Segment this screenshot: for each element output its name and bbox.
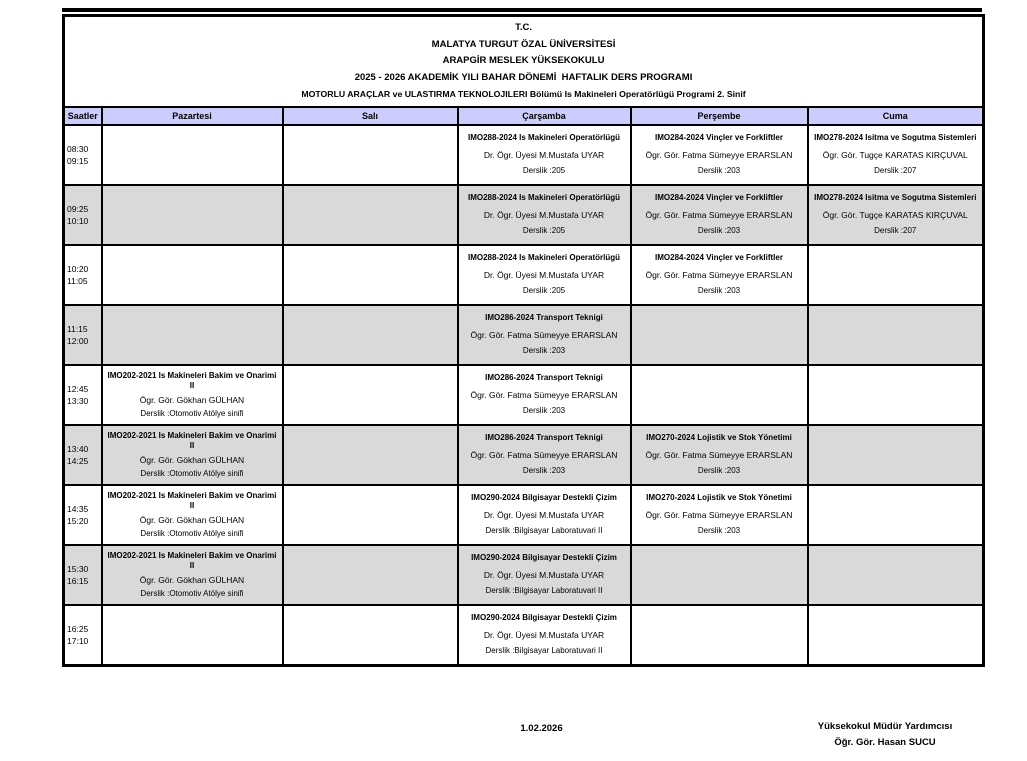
course-room: Derslik :Bilgisayar Laboratuvari II [485,586,603,595]
course-title: IMO288-2024 Is Makineleri Operatörlügü [467,133,621,142]
schedule-cell [102,125,283,185]
course-entry [459,186,630,244]
time-start: 08:30 [67,143,89,154]
signature-name: Öğr. Gör. Hasan SUCU [834,736,936,748]
time-slot [64,125,102,185]
schedule-cell [102,245,283,305]
schedule-cell [102,545,283,605]
course-room: Derslik :203 [522,406,566,415]
course-entry [809,186,983,244]
schedule-cell [283,605,458,666]
table-row [64,185,984,245]
course-room: Derslik :Otomotiv Atölye sinifi [140,528,244,538]
course-entry [459,426,630,484]
school-name: ARAPGİR MESLEK YÜKSEKOKULU [442,55,605,66]
schedule-cell [631,545,808,605]
schedule-cell [283,485,458,545]
time-start: 09:25 [67,203,89,214]
schedule-cell [808,605,984,666]
table-row [64,365,984,425]
table-row [64,245,984,305]
course-entry [459,306,630,364]
schedule-cell [458,185,631,245]
term-title: 2025 - 2026 AKADEMİK YILI BAHAR DÖNEMİ HAFTALIK DERS PROGRAMI [354,71,693,83]
course-entry [632,126,807,184]
time-slot [64,485,102,545]
course-instructor: Dr. Ögr. Üyesi M.Mustafa UYAR [483,509,605,520]
course-instructor: Ögr. Gör. Fatma Sümeyye ERARSLAN [470,389,618,400]
schedule-cell [631,305,808,365]
course-instructor: Dr. Ögr. Üyesi M.Mustafa UYAR [483,269,605,280]
schedule-cell [808,365,984,425]
schedule-cell [631,185,808,245]
course-room: Derslik :Otomotiv Atölye sinifi [140,468,244,478]
time-slot [64,425,102,485]
schedule-cell [283,185,458,245]
column-header: Saatler [64,107,102,125]
course-instructor: Ögr. Gör. Fatma Sümeyye ERARSLAN [470,449,618,460]
schedule-cell [808,425,984,485]
course-title: IMO278-2024 Isitma ve Sogutma Sistemleri [814,193,977,202]
schedule-cell [631,485,808,545]
course-instructor: Dr. Ögr. Üyesi M.Mustafa UYAR [483,569,605,580]
schedule-cell [283,305,458,365]
column-header: Cuma [808,107,984,125]
course-title: IMO284-2024 Vinçler ve Forkliftler [655,133,783,142]
table-row [64,605,984,666]
schedule-cell [631,365,808,425]
column-header: Pazartesi [102,107,283,125]
schedule-cell [808,245,984,305]
course-entry [809,126,983,184]
schedule-page [62,8,982,761]
schedule-cell [102,305,283,365]
time-end: 11:05 [67,275,88,286]
time-end: 14:25 [67,455,89,466]
column-header: Salı [283,107,458,125]
course-room: Derslik :Bilgisayar Laboratuvari II [485,526,603,535]
course-title: IMO202-2021 Is Makineleri Bakim ve Onarimi II [107,550,277,570]
schedule-cell [102,365,283,425]
schedule-cell [283,365,458,425]
schedule-cell [458,545,631,605]
republic-label: T.C. [515,22,532,33]
table-row [64,125,984,185]
course-title: IMO290-2024 Bilgisayar Destekli Çizim [471,553,617,562]
course-room: Derslik :203 [522,466,566,475]
title-row [64,16,984,107]
schedule-cell [283,425,458,485]
time-end: 13:30 [67,395,89,406]
time-start: 16:25 [67,623,89,634]
course-entry [103,366,282,424]
course-room: Derslik :207 [874,166,917,175]
course-instructor: Dr. Ögr. Üyesi M.Mustafa UYAR [483,209,605,220]
course-entry [459,546,630,604]
course-title: IMO202-2021 Is Makineleri Bakim ve Onarimi II [107,490,277,510]
course-title: IMO290-2024 Bilgisayar Destekli Çizim [471,493,617,502]
time-slot [64,245,102,305]
course-room: Derslik :Otomotiv Atölye sinifi [140,408,244,418]
signature-block [800,719,970,751]
schedule-cell [631,425,808,485]
schedule-cell [458,425,631,485]
schedule-cell [808,305,984,365]
course-title: IMO284-2024 Vinçler ve Forkliftler [655,193,783,202]
course-instructor: Ögr. Gör. Fatma Sümeyye ERARSLAN [645,209,793,220]
course-room: Derslik :205 [522,226,566,235]
schedule-cell [458,125,631,185]
time-start: 11:15 [67,323,88,334]
schedule-cell [283,125,458,185]
time-slot [64,365,102,425]
time-slot [64,545,102,605]
schedule-cell [808,485,984,545]
course-room: Derslik :Bilgisayar Laboratuvari II [485,646,603,655]
course-title: IMO286-2024 Transport Teknigi [485,433,603,442]
schedule-cell [808,545,984,605]
schedule-cell [458,365,631,425]
course-room: Derslik :Otomotiv Atölye sinifi [140,588,244,598]
university-name: MALATYA TURGUT ÖZAL ÜNİVERSİTESİ [431,38,616,50]
time-start: 12:45 [67,383,89,394]
schedule-cell [102,185,283,245]
time-end: 16:15 [67,575,89,586]
course-title: IMO286-2024 Transport Teknigi [485,313,603,322]
course-instructor: Ögr. Gör. Gökhan GÜLHAN [139,394,245,405]
table-row [64,305,984,365]
course-room: Derslik :203 [697,526,741,535]
time-start: 15:30 [67,563,89,574]
course-title: IMO288-2024 Is Makineleri Operatörlügü [467,253,621,262]
course-title: IMO202-2021 Is Makineleri Bakim ve Onarimi II [107,370,277,390]
schedule-cell [458,245,631,305]
program-title: MOTORLU ARAÇLAR ve ULASTIRMA TEKNOLOJILERI Bölümü Is Makineleri Operatörlügü Programi 2. Sinif [301,89,746,99]
course-entry [459,486,630,544]
time-start: 14:35 [67,503,89,514]
table-row [64,485,984,545]
schedule-cell [102,425,283,485]
course-entry [459,126,630,184]
schedule-cell [283,545,458,605]
course-entry [459,366,630,424]
course-instructor: Ögr. Gör. Gökhan GÜLHAN [139,574,245,585]
course-instructor: Ögr. Gör. Tugçe KARATAS KIRÇUVAL [822,209,968,220]
document-date: 1.02.2026 [520,722,563,734]
course-instructor: Ögr. Gör. Gökhan GÜLHAN [139,514,245,525]
time-end: 12:00 [67,335,89,346]
course-instructor: Dr. Ögr. Üyesi M.Mustafa UYAR [483,629,605,640]
course-entry [632,246,807,304]
signature-title: Yüksekokul Müdür Yardımcısı [817,720,953,732]
title-block [64,16,984,107]
course-title: IMO288-2024 Is Makineleri Operatörlügü [467,193,621,202]
schedule-cell [458,305,631,365]
schedule-cell [458,485,631,545]
time-end: 10:10 [67,215,89,226]
column-header: Perşembe [631,107,808,125]
schedule-cell [283,245,458,305]
top-rule [62,8,982,12]
course-room: Derslik :205 [522,166,566,175]
schedule-cell [631,125,808,185]
course-instructor: Ögr. Gör. Tugçe KARATAS KIRÇUVAL [822,149,968,160]
schedule-cell [631,605,808,666]
table-row [64,545,984,605]
column-header: Çarşamba [458,107,631,125]
schedule-cell [102,605,283,666]
course-title: IMO270-2024 Lojistik ve Stok Yönetimi [646,493,792,502]
time-end: 15:20 [67,515,89,526]
schedule-cell [458,605,631,666]
course-entry [632,426,807,484]
course-entry [632,186,807,244]
time-end: 17:10 [67,635,89,646]
time-end: 09:15 [67,155,89,166]
course-instructor: Ögr. Gör. Fatma Sümeyye ERARSLAN [645,149,793,160]
course-instructor: Dr. Ögr. Üyesi M.Mustafa UYAR [483,149,605,160]
course-room: Derslik :203 [697,226,741,235]
schedule-cell [808,125,984,185]
time-slot [64,185,102,245]
footer [62,719,982,761]
course-entry [632,486,807,544]
course-room: Derslik :205 [522,286,566,295]
course-title: IMO286-2024 Transport Teknigi [485,373,603,382]
day-header-row [64,107,984,125]
time-start: 10:20 [67,263,89,274]
course-room: Derslik :203 [697,166,741,175]
course-instructor: Ögr. Gör. Gökhan GÜLHAN [139,454,245,465]
course-room: Derslik :203 [697,466,741,475]
course-entry [103,426,282,484]
course-title: IMO284-2024 Vinçler ve Forkliftler [655,253,783,262]
schedule-cell [102,485,283,545]
course-title: IMO278-2024 Isitma ve Sogutma Sistemleri [814,133,977,142]
schedule-table [62,14,985,667]
course-entry [459,246,630,304]
time-start: 13:40 [67,443,89,454]
course-instructor: Ögr. Gör. Fatma Sümeyye ERARSLAN [645,509,793,520]
course-room: Derslik :207 [874,226,917,235]
course-entry [459,606,630,664]
course-instructor: Ögr. Gör. Fatma Sümeyye ERARSLAN [470,329,618,340]
course-title: IMO270-2024 Lojistik ve Stok Yönetimi [646,433,792,442]
course-title: IMO202-2021 Is Makineleri Bakim ve Onarimi II [107,430,277,450]
schedule-cell [631,245,808,305]
time-slot [64,305,102,365]
time-slot [64,605,102,666]
course-room: Derslik :203 [522,346,566,355]
course-instructor: Ögr. Gör. Fatma Sümeyye ERARSLAN [645,269,793,280]
course-instructor: Ögr. Gör. Fatma Sümeyye ERARSLAN [645,449,793,460]
course-entry [103,486,282,544]
schedule-cell [808,185,984,245]
course-title: IMO290-2024 Bilgisayar Destekli Çizim [471,613,617,622]
course-room: Derslik :203 [697,286,741,295]
table-row [64,425,984,485]
course-entry [103,546,282,604]
